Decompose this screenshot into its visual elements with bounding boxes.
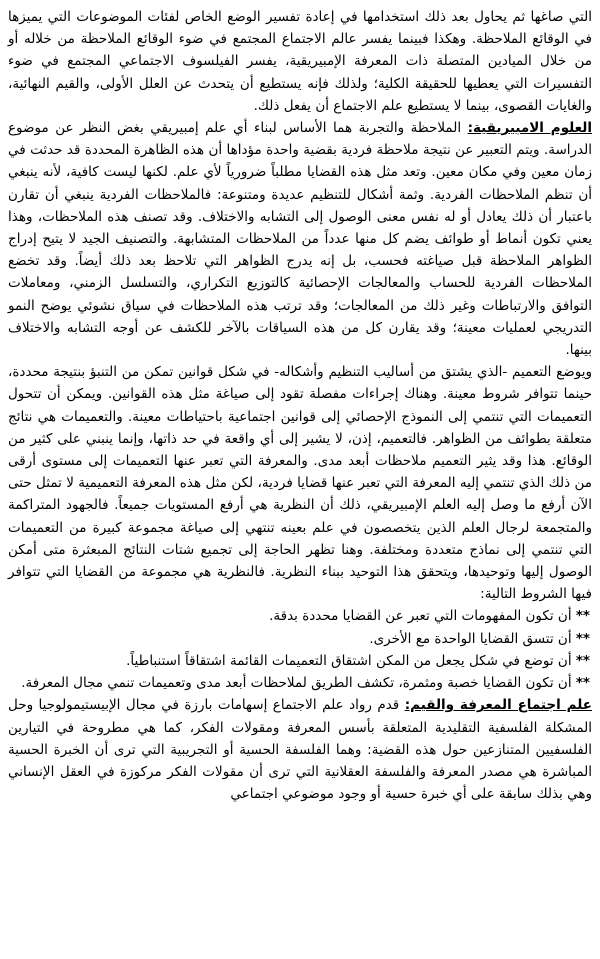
paragraph-generalization: ويوضع التعميم -الذي يشتق من أساليب التنظيم وأشكاله- في شكل قوانين تمكن من التنبؤ بنتيجة محددة، حينما تتوافر شروط معينة. وهناك إجراءات مفصلة تقود إلى صياغة مثل هذه القوانين. ويمكن أن تتحول التعميمات التي تنتمي إلى النموذج الإحصائي إلى قوانين اجتماعية باحتياطات معينة. والتعميمات هي نتائج متعلقة بطوائف من الظواهر. فالتعميم، إذن، لا يشير إلى أي واقعة في حد ذاتها، وإنما ينبني على كثير من الوقائع. هذا وقد يثير التعميم ملاحظات أبعد مدى. والمعرفة التي تعبر عنها التعميمات إلى مستوى أرقى من ذلك الذي تنتمي إليه المعرفة التي تعبر عنها قضايا فردية، لكن مثل هذه المعرفة التعميمية لا تمثل حتى الآن أرفع ما وصل إليه العلم الإمبيريقي، ذلك أن النظرية هي أرفع المستويات جميعاً. فالجهود المتراكمة والمتجمعة لرجال العلم الذين يتخصصون في علم بعينه تنتهي إلى صياغة مجموعة كبيرة من التعميمات التي تنتمي إلى نماذج متعددة ومختلفة. وهنا تظهر الحاجة إلى تجميع شتات النتائج المبعثرة متى أمكن الوصول إليها وتوحيدها، ويتحقق هذا التوحيد ببناء النظرية. فالنظرية هي مجموعة من القضايا التي تتوافر فيها الشروط التالية: xyxy=(8,364,592,603)
condition-item-3 xyxy=(8,650,592,672)
condition-marker: ** xyxy=(575,652,590,669)
condition-text: أن تكون القضايا خصبة ومثمرة، تكشف الطريق لملاحظات أبعد مدى وتعميمات تنمي مجال المعرفة. xyxy=(21,675,572,692)
condition-text: أن تتسق القضايا الواحدة مع الأخرى. xyxy=(369,630,572,647)
paragraph-intro: التي صاغها ثم يحاول بعد ذلك استخدامها في إعادة تفسير الوضع الخاص لفئات الموضوعات التي يميزها في الوقائع الملاحظة. وهكذا فبينما يفسر عالم الاجتماع المجتمع في ضوء الوقائع الملاحظة من خلاله أو من خلال الميادين المتصلة ذات المعرفة الإمبيريقية، يفسر الفيلسوف الاجتماعي المجتمع في ضوء التفسيرات التي يعطيها للحقيقة الكلية؛ ولذلك فإنه يستطيع أن يتحدث عن العلل الأولى، والقيم النهائية، والغايات القصوى، بينما لا يستطيع علم الاجتماع أن يفعل ذلك. xyxy=(8,9,592,114)
condition-text: أن توضع في شكل يجعل من المكن اشتقاق التعميمات القائمة اشتقاقاً استنباطياً. xyxy=(126,652,572,669)
paragraph-sociology-of-knowledge-body: قدم رواد علم الاجتماع إسهامات بارزة في مجال الإبيستيمولوجيا وحل المشكلة الفلسفية التقليدية المتعلقة بأسس المعرفة ومقولات الفكر، كما هي مطروحة في التيارين الفلسفيين المتنازعين حول هذه القضية: وهما الفلسفة الحسية أو التجريبية التي ترى أن الخبرة الحسية المباشرة هي مصدر المعرفة والفلسفة العقلانية التي ترى أن مقولات الفكر مركوزة في العقل الإنساني وهي بذلك سابقة على أي خبرة حسية أو وجود موضوعي اجتماعي xyxy=(8,697,592,803)
condition-text: أن تكون المفهومات التي تعبر عن القضايا محددة بدقة. xyxy=(269,608,572,625)
paragraph-empirical-sciences-body: الملاحظة والتجربة هما الأساس لبناء أي علم إمبيريقي بغض النظر عن موضوع الدراسة. ويتم التعبير عن نتيجة ملاحظة فردية بقضية واحدة مؤداها أن هذه الظاهرة المحددة قد حدثت في زمان معين وفي مكان معين. وتعد مثل هذه القضايا مطلباً ضرورياً لأي علم. لكنها ليست كافية، لأنه ينبغي أن تنظم الملاحظات الفردية. وثمة أشكال للتنظيم عديدة ومتنوعة: فالملاحظات الفردية ينبغي أن تقارن باعتبار أن ذلك يعادل أو له نفس معنى الوصول إلى التشابه والاختلاف. وقد تصنف هذه الملاحظات، وهذا يعني تكون أنماط أو طوائف يضم كل منها عدداً من الملاحظات المتشابهة. والتصنيف الجيد لا يتيح إدراج الظواهر الملاحظة قبل صياغته فحسب، بل إنه يدرج الظواهر التي تلاحظ بعد ذلك أيضاً. وقد تخضع الملاحظات الفردية للحساب والمعالجات الإحصائية كالتوزيع التكراري، والتسلسل الزمني، ومعاملات التوافق والارتباطات وغير ذلك من المعالجات؛ وقد ترتب هذه الملاحظات في سياق نشوئي يوضح النمو التدريجي لعمليات معينة؛ وقد يقارن كل من هذه السياقات بالآخر للكشف عن أوجه التشابه والاختلاف بينها. xyxy=(8,120,592,359)
paragraph-sociology-of-knowledge xyxy=(8,694,592,805)
heading-empirical-sciences: العلوم الامبيريقية: xyxy=(467,120,592,137)
condition-marker: ** xyxy=(575,630,590,647)
paragraph-empirical-sciences xyxy=(8,117,592,361)
condition-item-2 xyxy=(8,628,592,650)
heading-sociology-of-knowledge: علم اجتماع المعرفة والقيم: xyxy=(404,697,592,714)
condition-marker: ** xyxy=(575,608,590,625)
condition-marker: ** xyxy=(575,675,590,692)
condition-item-1 xyxy=(8,605,592,627)
condition-item-4 xyxy=(8,672,592,694)
